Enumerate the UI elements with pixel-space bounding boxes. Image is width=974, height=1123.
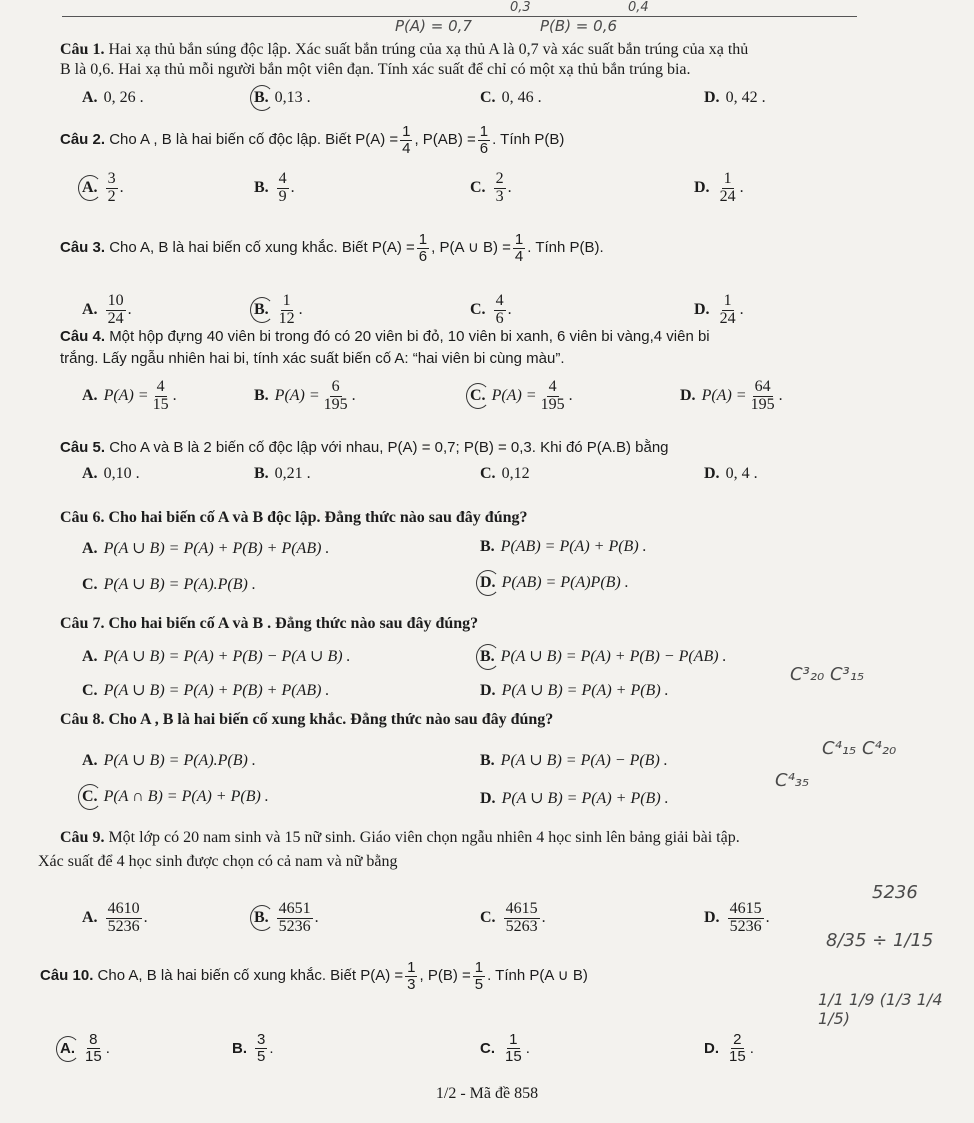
- question-5-options: [82, 456, 842, 492]
- option-c[interactable]: C. P(A) = $\frac{4}{195}$ .: [470, 377, 573, 413]
- question-8: Câu 8. Cho A , B là hai biến cố xung khắc. Đẳng thức nào sau đây đúng?: [60, 711, 554, 728]
- option-d[interactable]: D. $\frac{2}{15}$ .: [704, 1030, 754, 1065]
- handwritten-note-pb: P(B) = 0,6: [540, 17, 617, 35]
- handwritten-note-top2: 0,4: [628, 0, 649, 15]
- option-c[interactable]: C. $\frac{1}{15}$ .: [480, 1030, 530, 1065]
- question-1: [60, 40, 920, 80]
- option-c[interactable]: C. $\frac{2}{3}$ .: [470, 169, 512, 205]
- option-a[interactable]: A. $\frac{10}{24}$ .: [82, 291, 132, 327]
- question-4: Câu 4. Một hộp đựng 40 viên bi trong đó có 20 viên bi đỏ, 10 viên bi xanh, 6 viên bi vàng,4 viên bi trắng. Lấy ngẫu nhiên hai bi, tính xác suất biến cố A: “hai viên bi cùng màu”.: [60, 328, 710, 367]
- option-d[interactable]: D. 0, 4 .: [704, 465, 758, 482]
- option-b[interactable]: B. $\frac{4651}{5236}$ .: [254, 899, 319, 935]
- option-b[interactable]: B. $\frac{4}{9}$ .: [254, 169, 295, 205]
- option-d[interactable]: D. P(AB) = P(A)P(B) .: [480, 574, 629, 591]
- option-d[interactable]: D. $\frac{1}{24}$ .: [694, 291, 744, 327]
- option-a[interactable]: A. 0,10 .: [82, 465, 140, 482]
- question-label: Câu 8.: [60, 711, 105, 728]
- question-9: Câu 9. Một lớp có 20 nam sinh và 15 nữ sinh. Giáo viên chọn ngẫu nhiên 4 học sinh lên bảng giải bài tập. Xác suất để 4 học sinh được chọn có cả nam và nữ bằng: [38, 829, 740, 870]
- option-d[interactable]: D. 0, 42 .: [704, 89, 766, 106]
- question-text: B là 0,6. Hai xạ thủ mỗi người bắn một viên đạn. Tính xác suất để chỉ có một xạ thủ bắn trúng bia.: [60, 61, 691, 78]
- option-d[interactable]: D. P(A ∪ B) = P(A) + P(B) .: [480, 790, 669, 807]
- option-d[interactable]: D. $\frac{1}{24}$ .: [694, 169, 744, 205]
- question-label: Câu 7.: [60, 615, 105, 632]
- question-10-options: [60, 1026, 842, 1070]
- question-9-options: [82, 896, 842, 940]
- option-b[interactable]: B. 0,13 .: [254, 89, 311, 106]
- question-10: Câu 10. Cho A, B là hai biến cố xung khắc. Biết P(A) = $\frac{1}{3}$ , P(B) = $\frac{1}{5}$ . Tính P(A ∪ B): [40, 959, 588, 993]
- question-label: Câu 5.: [60, 439, 106, 456]
- question-label: Câu 10.: [40, 967, 94, 985]
- question-3: Câu 3. Cho A, B là hai biến cố xung khắc. Biết P(A) = $\frac{1}{6}$ , P(A ∪ B) = $\frac{1}{4}$ . Tính P(B).: [60, 231, 604, 265]
- option-a[interactable]: A. $\frac{3}{2}$ .: [82, 169, 124, 205]
- option-d[interactable]: D. $\frac{4615}{5236}$ .: [704, 899, 770, 935]
- handwritten-note-pa: P(A) = 0,7: [395, 17, 472, 35]
- question-label: Câu 3.: [60, 239, 106, 257]
- option-c[interactable]: C. 0, 46 .: [480, 89, 542, 106]
- question-5: Câu 5. Cho A và B là 2 biến cố độc lập với nhau, P(A) = 0,7; P(B) = 0,3. Khi đó P(A.B) bằng: [60, 439, 669, 456]
- option-a[interactable]: A. $\frac{4610}{5236}$ .: [82, 899, 148, 935]
- question-7: Câu 7. Cho hai biến cố A và B . Đẳng thức nào sau đây đúng?: [60, 615, 479, 632]
- option-c[interactable]: C. P(A ∪ B) = P(A) + P(B) + P(AB) .: [82, 682, 330, 699]
- option-b[interactable]: B. P(AB) = P(A) + P(B) .: [480, 538, 647, 555]
- option-c[interactable]: C. P(A ∩ B) = P(A) + P(B) .: [82, 788, 269, 805]
- page-footer: 1/2 - Mã đề 858: [435, 1085, 539, 1102]
- handwritten-note-fractions: 1/1 1/9 (1/3 1/4 1/5): [818, 990, 943, 1028]
- question-label: Câu 9.: [60, 829, 105, 846]
- option-b[interactable]: B. P(A) = $\frac{6}{195}$ .: [254, 377, 356, 413]
- option-c[interactable]: C. $\frac{4615}{5263}$ .: [480, 899, 546, 935]
- option-b[interactable]: B. P(A ∪ B) = P(A) − P(B) .: [480, 752, 668, 769]
- question-text: Hai xạ thủ bắn súng độc lập. Xác suất bắn trúng của xạ thủ A là 0,7 và xác suất bắn trúng của xạ thủ: [108, 41, 749, 58]
- question-label: Câu 4.: [60, 328, 106, 345]
- handwritten-note-combinations-1: C³₂₀ C³₁₅: [790, 664, 865, 685]
- option-c[interactable]: C. P(A ∪ B) = P(A).P(B) .: [82, 576, 256, 593]
- handwritten-note-total: 5236: [872, 882, 918, 903]
- question-label: Câu 1.: [60, 41, 105, 58]
- option-c[interactable]: C. 0,12: [480, 465, 530, 482]
- question-4-options: [82, 378, 842, 414]
- question-3-options: [82, 292, 842, 328]
- option-d[interactable]: D. P(A) = $\frac{64}{195}$ .: [680, 377, 783, 413]
- question-2-options: [82, 170, 842, 206]
- handwritten-note-combinations-3: C⁴₃₅: [775, 770, 810, 791]
- option-b[interactable]: B. $\frac{1}{12}$ .: [254, 291, 303, 327]
- question-label: Câu 6.: [60, 509, 105, 526]
- option-a[interactable]: A. P(A ∪ B) = P(A).P(B) .: [82, 752, 256, 769]
- question-2: Câu 2. Cho A , B là hai biến cố độc lập. Biết P(A) = $\frac{1}{4}$ , P(AB) = $\frac{1}{6}$ . Tính P(B): [60, 123, 565, 157]
- option-a[interactable]: A. 0, 26 .: [82, 89, 144, 106]
- option-a[interactable]: A. P(A ∪ B) = P(A) + P(B) − P(A ∪ B) .: [82, 648, 351, 665]
- option-a[interactable]: A. P(A ∪ B) = P(A) + P(B) + P(AB) .: [82, 540, 330, 557]
- option-b[interactable]: B. $\frac{3}{5}$ .: [232, 1030, 274, 1065]
- question-6: Câu 6. Cho hai biến cố A và B độc lập. Đẳng thức nào sau đây đúng?: [60, 509, 528, 526]
- handwritten-note-top1: 0,3: [510, 0, 531, 15]
- option-a[interactable]: A. P(A) = $\frac{4}{15}$ .: [82, 377, 177, 413]
- question-label: Câu 2.: [60, 131, 106, 149]
- question-1-options: [82, 80, 842, 116]
- option-a[interactable]: A. $\frac{8}{15}$ .: [60, 1030, 110, 1065]
- option-b[interactable]: B. 0,21 .: [254, 465, 311, 482]
- option-b[interactable]: B. P(A ∪ B) = P(A) + P(B) − P(AB) .: [480, 648, 727, 665]
- option-d[interactable]: D. P(A ∪ B) = P(A) + P(B) .: [480, 682, 669, 699]
- option-c[interactable]: C. $\frac{4}{6}$ .: [470, 291, 512, 327]
- handwritten-note-division: 8/35 ÷ 1/15: [826, 930, 934, 951]
- handwritten-note-combinations-2: C⁴₁₅ C⁴₂₀: [822, 738, 897, 759]
